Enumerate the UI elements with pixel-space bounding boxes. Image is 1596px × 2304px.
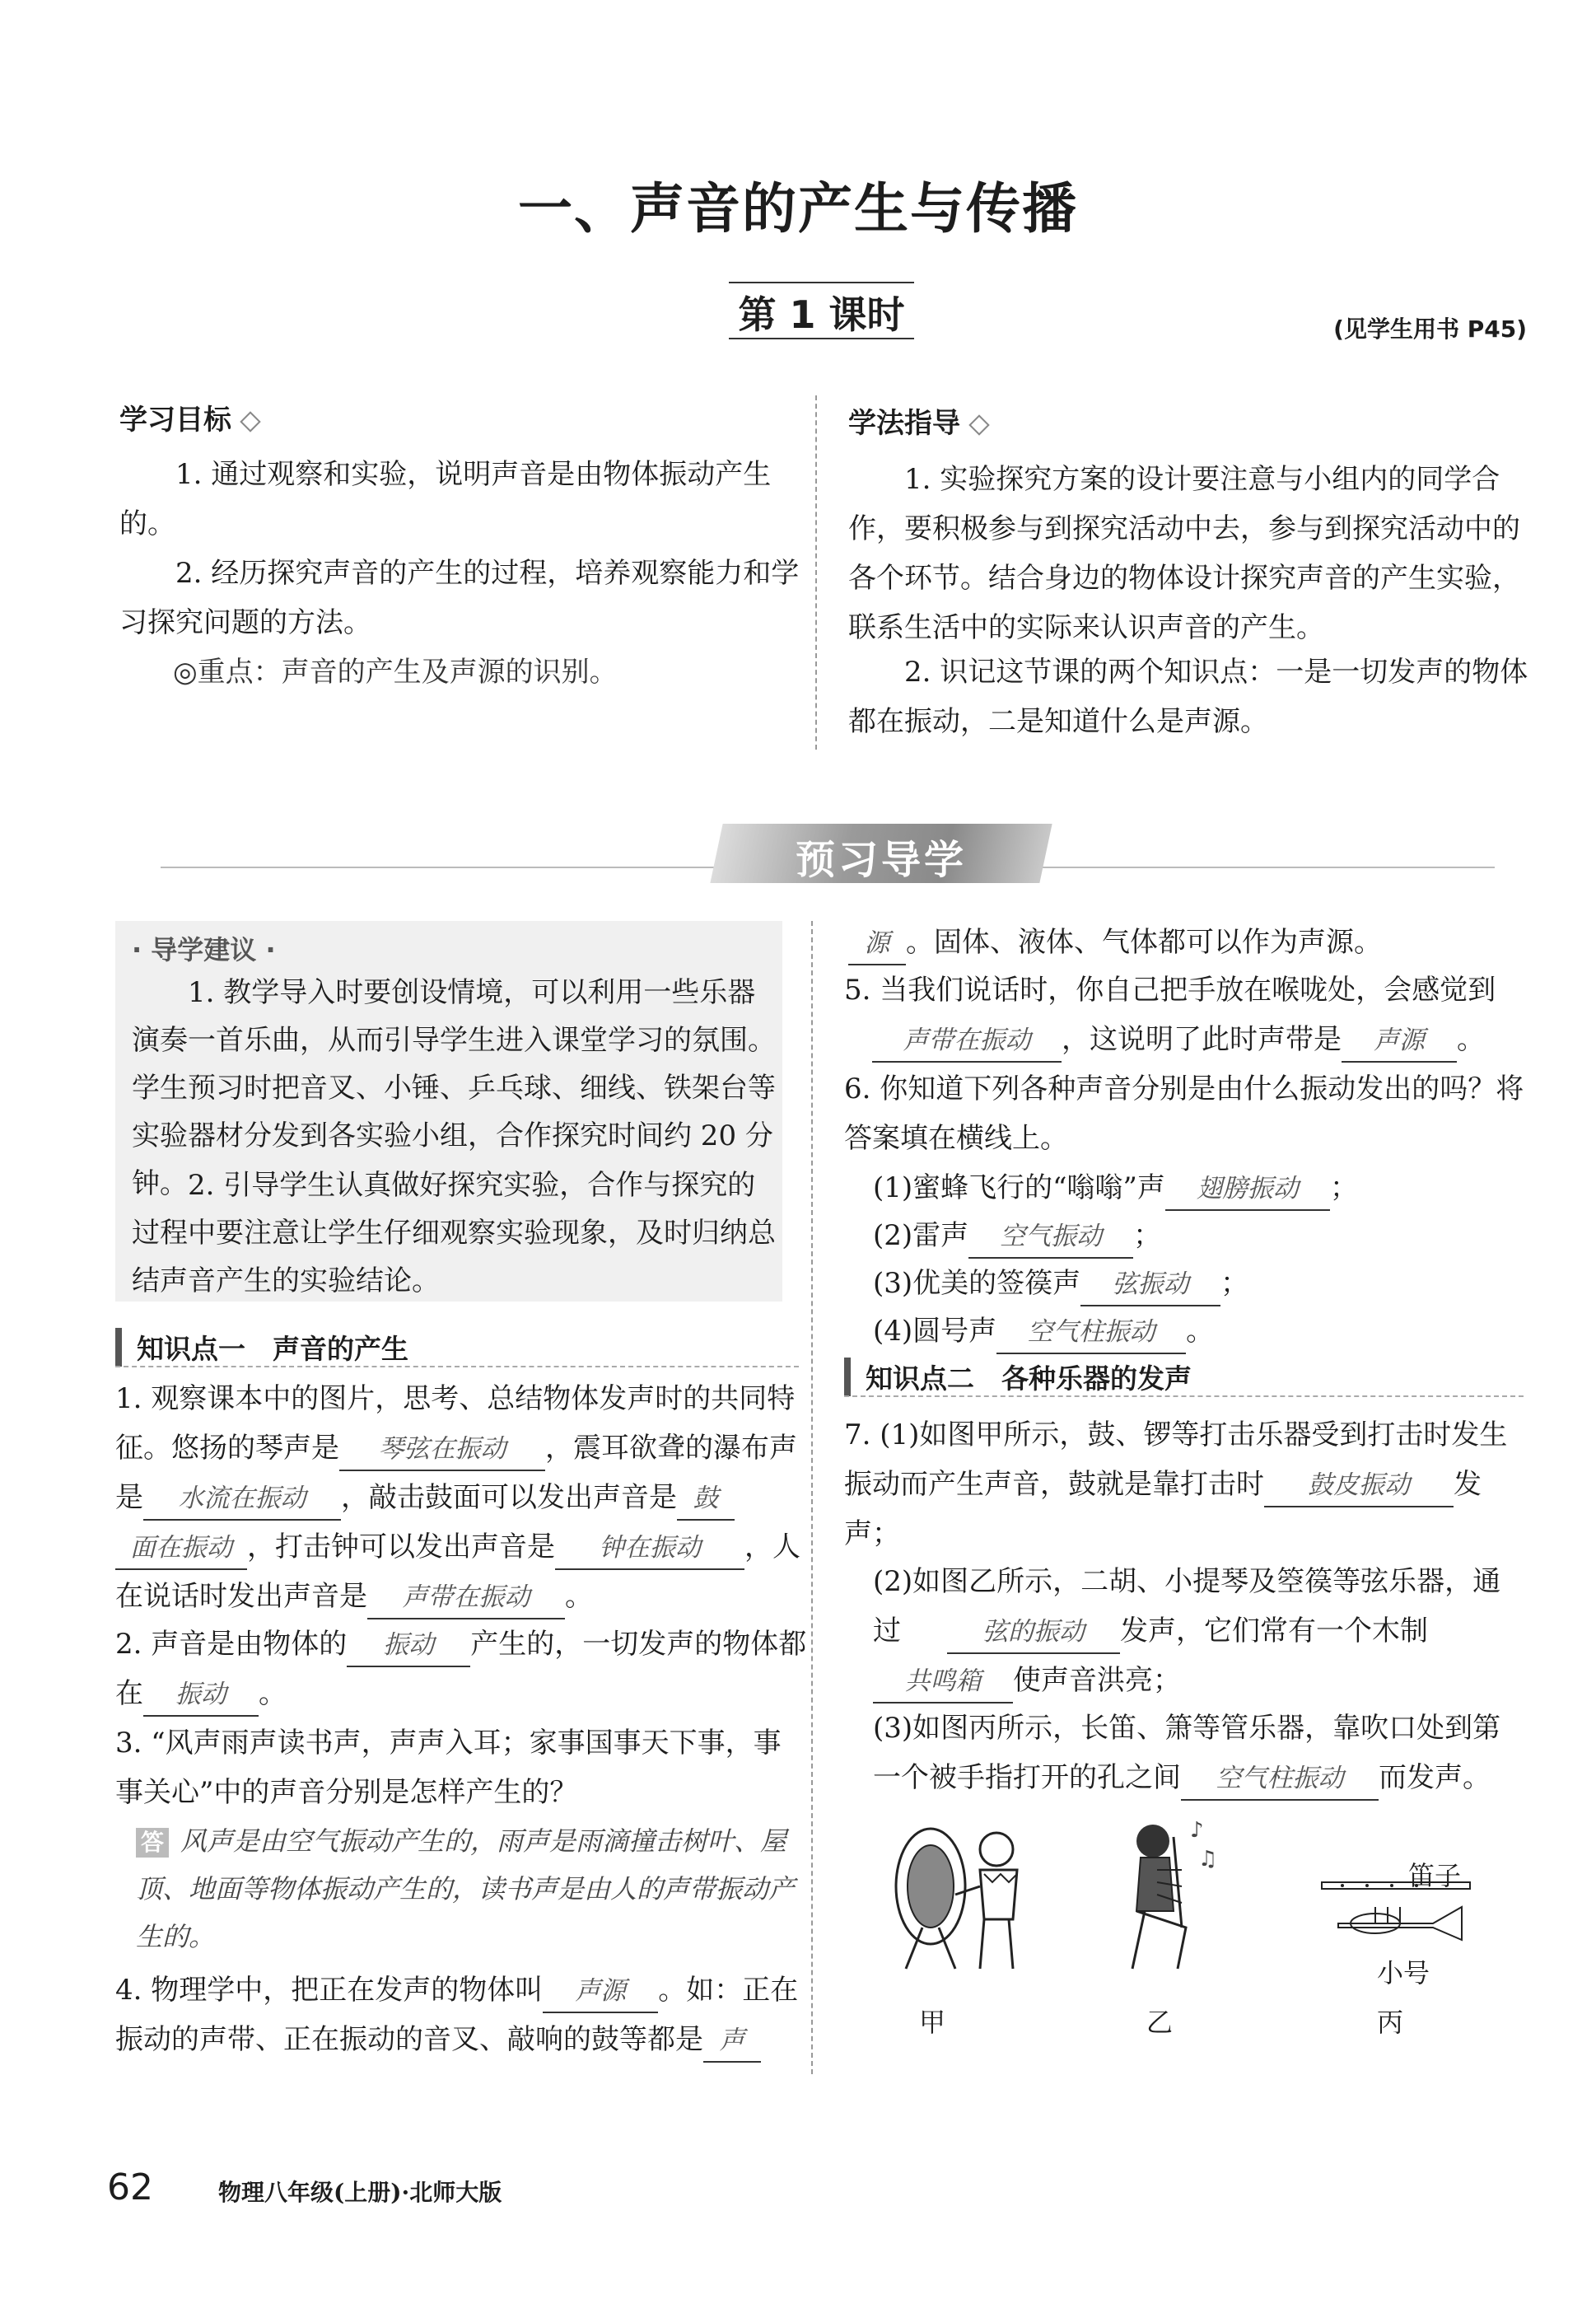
- answer-blank[interactable]: 空气振动: [968, 1216, 1133, 1259]
- question-1-text: 1. 观察课本中的图片，思考、总结物体发声时的共同特征。悠扬的琴声是: [115, 1382, 796, 1465]
- question-1-text: ，敲击鼓面可以发出声音是: [341, 1481, 677, 1514]
- question-6-item-3: [873, 1259, 1524, 1308]
- guide-paragraph-2: 2. 引导学生认真做好探究实验，合作与探究的过程中要注意让学生仔细观察实验现象，及时归纳总结声音产生的实验结论。: [132, 1169, 776, 1297]
- answer-blank[interactable]: 水流在振动: [143, 1478, 341, 1521]
- question-7-part-2: [873, 1557, 1528, 1705]
- question-3-answer: [136, 1817, 807, 1961]
- svg-text:♫: ♫: [1198, 1847, 1218, 1872]
- page-number: 62: [107, 2166, 153, 2208]
- question-5-text: 5. 当我们说话时，你自己把手放在喉咙处，会感觉到: [844, 974, 1496, 1007]
- answer-blank[interactable]: 弦振动: [1080, 1264, 1220, 1306]
- question-6-text: ；: [1329, 1171, 1358, 1204]
- answer-blank[interactable]: 振动: [143, 1674, 259, 1717]
- question-5-text: 。: [1457, 1023, 1485, 1056]
- question-4-text: 。如：正在振动的声带、正在振动的音叉、敲响的鼓等都是: [115, 1974, 799, 2056]
- knowledge-point-2-heading: 知识点二 各种乐器的发声: [844, 1358, 1192, 1396]
- question-6-item-4: [873, 1306, 1524, 1356]
- question-3: 3. “风声雨声读书声，声声入耳；家事国事天下事，事事关心”中的声音分别是怎样产生的？: [115, 1727, 782, 1809]
- question-1: [115, 1374, 807, 1621]
- answer-blank[interactable]: 声源: [543, 1970, 658, 2013]
- question-6-text: (1)蜜蜂飞行的“嗡嗡”声: [873, 1171, 1165, 1204]
- answer-blank[interactable]: 声带在振动: [367, 1577, 565, 1619]
- objectives-title: 学习目标: [119, 404, 231, 437]
- question-2-text: 2. 声音是由物体的: [115, 1628, 348, 1661]
- question-5: [844, 965, 1528, 1064]
- diamond-icon: [968, 414, 989, 435]
- drum-figure: [896, 1829, 1017, 1969]
- method-heading: [848, 400, 987, 441]
- flute-label: 笛子: [1408, 1860, 1462, 1891]
- answer-blank[interactable]: 空气柱振动: [996, 1311, 1186, 1354]
- column-divider: [815, 395, 817, 750]
- question-6-item-2: [873, 1211, 1524, 1260]
- answer-badge-icon: 答: [136, 1828, 169, 1858]
- question-2-text: 。: [259, 1677, 287, 1710]
- method-title: 学法指导: [848, 407, 960, 440]
- question-7-part-1: [844, 1410, 1528, 1559]
- column-divider: [811, 921, 813, 2074]
- harp-figure: [1132, 1818, 1217, 1969]
- figure-label-jia: 甲: [919, 2007, 946, 2038]
- instrument-figures: [873, 1804, 1532, 2010]
- question-4-text: 4. 物理学中，把正在发声的物体叫: [115, 1974, 544, 2007]
- objectives-heading: [119, 397, 258, 437]
- figure-label-bing: 丙: [1377, 2007, 1404, 2038]
- question-7-text: (2)如图乙所示，二胡、小提琴及箜篌等弦乐器，通过: [873, 1565, 1501, 1647]
- question-1-text: ，震耳欲聋的瀑布声是: [115, 1432, 797, 1514]
- question-6-text: ；: [1133, 1219, 1162, 1252]
- question-7-text: 发声；: [844, 1468, 1482, 1550]
- answer-blank[interactable]: 钟在振动: [555, 1527, 744, 1570]
- diamond-icon: [240, 411, 260, 432]
- answer-blank[interactable]: 声源: [1342, 1020, 1457, 1063]
- question-1-text: 。: [565, 1580, 593, 1613]
- guide-title: · 导学建议 ·: [132, 934, 276, 965]
- answer-blank[interactable]: 鼓: [677, 1478, 735, 1521]
- method-item-2: 2. 识记这节课的两个知识点：一是一切发声的物体都在振动，二是知道什么是声源。: [848, 656, 1528, 738]
- lesson-label: 第 1 课时: [738, 292, 905, 337]
- question-4: [115, 1965, 807, 2064]
- answer-blank[interactable]: 弦的振动: [947, 1611, 1120, 1654]
- answer-blank[interactable]: 空气柱振动: [1181, 1758, 1379, 1801]
- question-2: [115, 1619, 807, 1718]
- question-6-text: (2)雷声: [873, 1219, 969, 1252]
- question-7-text: 7. (1)如图甲所示，鼓、锣等打击乐器受到打击时发生振动而产生声音，鼓就是靠打击时: [844, 1418, 1508, 1501]
- answer-blank[interactable]: 共鸣箱: [873, 1661, 1013, 1703]
- question-6: 6. 你知道下列各种声音分别是由什么振动发出的吗？将答案填在横线上。: [844, 1073, 1524, 1155]
- question-6-item-1: [873, 1163, 1524, 1213]
- objective-item-2: 2. 经历探究声音的产生的过程，培养观察能力和学习探究问题的方法。: [119, 557, 800, 639]
- question-6-text: (3)优美的签篌声: [873, 1267, 1081, 1300]
- question-6-text: ；: [1220, 1267, 1249, 1300]
- answer-blank[interactable]: 翅膀振动: [1165, 1168, 1330, 1211]
- question-5-text: ，这说明了此时声带是: [1062, 1023, 1342, 1056]
- objective-key: ◎重点：声音的产生及声源的识别。: [173, 656, 618, 689]
- method-item-1: 1. 实验探究方案的设计要注意与小组内的同学合作，要积极参与到探究活动中去，参与到探究活动中的各个环节。结合身边的物体设计探究声音的产生实验，联系生活中的实际来认识声音的产生。: [848, 463, 1520, 644]
- answer-blank[interactable]: 面在振动: [115, 1527, 247, 1570]
- question-6-text: 。: [1186, 1315, 1215, 1348]
- question-7-text: 而发声。: [1379, 1761, 1491, 1794]
- trumpet-label: 小号: [1377, 1957, 1430, 1989]
- knowledge-point-1-heading: 知识点一 声音的产生: [115, 1328, 408, 1367]
- answer-blank[interactable]: 鼓皮振动: [1264, 1465, 1454, 1507]
- question-1-text: ，打击钟可以发出声音是: [247, 1531, 555, 1563]
- answer-blank[interactable]: 振动: [347, 1624, 470, 1667]
- question-7-text: (3)如图丙所示，长笛、箫等管乐器，靠吹口处到第一个被手指打开的孔之间: [873, 1712, 1501, 1794]
- question-2-text: 产生的，一切发声的物体都在: [115, 1628, 807, 1710]
- svg-text:♪: ♪: [1190, 1818, 1204, 1843]
- question-4-text: 。固体、液体、气体都可以作为声源。: [906, 926, 1382, 959]
- preview-banner: 预习导学: [795, 837, 967, 883]
- figure-label-yi: 乙: [1146, 2007, 1174, 2038]
- question-7-text: 使声音洪亮；: [1013, 1664, 1181, 1697]
- student-book-reference: (见学生用书 P45): [1333, 315, 1527, 343]
- question-7-text: 发声，它们常有一个木制: [1120, 1615, 1428, 1647]
- answer-blank[interactable]: 琴弦在振动: [339, 1428, 545, 1471]
- question-7-part-3: [873, 1703, 1528, 1802]
- question-1-text: ，人在说话时发出声音是: [115, 1531, 800, 1613]
- answer-text: 风声是由空气振动产生的，雨声是雨滴撞击树叶、屋顶、地面等物体振动产生的，读书声是由人的声带振动产生的。: [136, 1825, 796, 1952]
- objective-item-1: 1. 通过观察和实验，说明声音是由物体振动产生的。: [119, 458, 772, 540]
- book-title: 物理八年级(上册)·北师大版: [218, 2179, 502, 2206]
- page-title: 一、声音的产生与传播: [518, 176, 1078, 241]
- guide-paragraph-1: 1. 教学导入时要创设情境，可以利用一些乐器演奏一首乐曲，从而引导学生进入课堂学习的氛围。学生预习时把音叉、小锤、乒乓球、细线、铁架台等实验器材分发到各实验小组，合作探究时间约 20 分钟。: [132, 976, 776, 1200]
- answer-blank[interactable]: 声带在振动: [872, 1020, 1062, 1063]
- answer-blank[interactable]: 源: [848, 923, 906, 965]
- question-6-text: (4)圆号声: [873, 1315, 997, 1348]
- heading-rule: [844, 1395, 1524, 1397]
- heading-rule: [115, 1366, 799, 1367]
- answer-blank[interactable]: 声: [703, 2020, 761, 2063]
- question-4-continued: [848, 918, 1524, 967]
